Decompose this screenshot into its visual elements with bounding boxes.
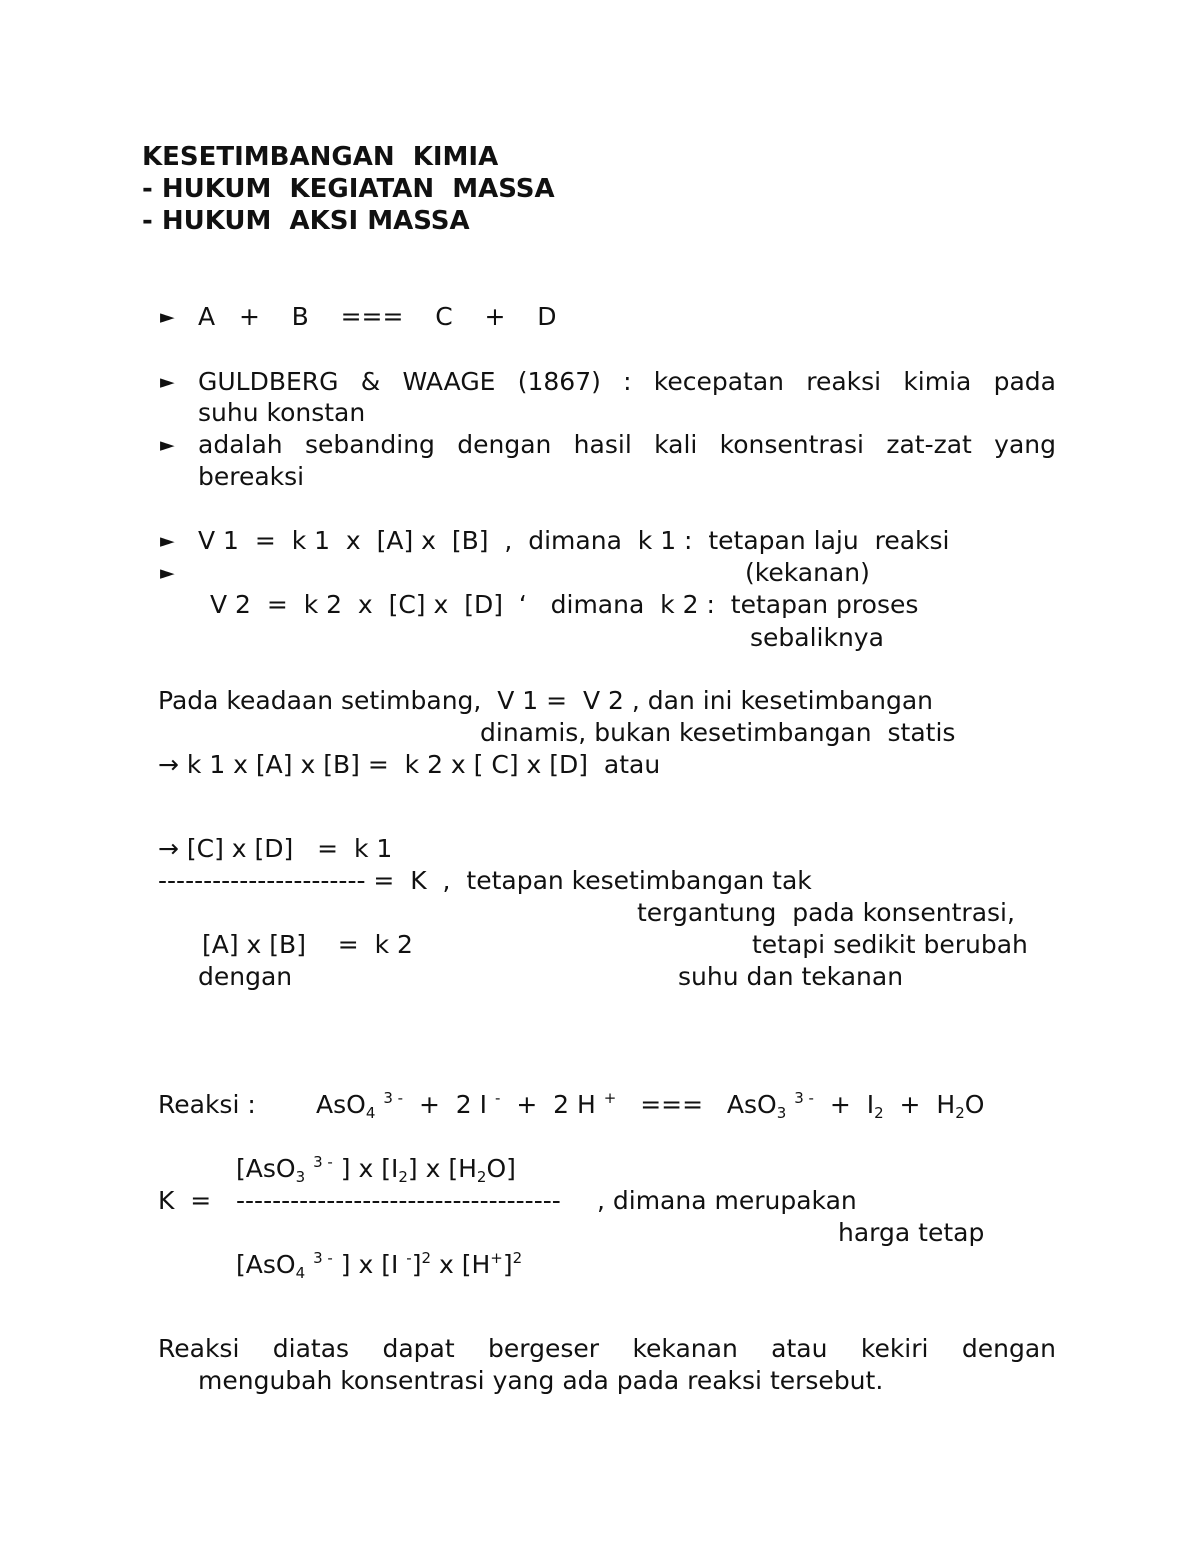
proportional-line-2: bereaksi bbox=[198, 462, 305, 491]
subtitle-hukum-aksi-massa: - HUKUM AKSI MASSA bbox=[142, 206, 470, 236]
equilibrium-statement: Pada keadaan setimbang, V 1 = V 2 , dan ini kesetimbangan bbox=[158, 686, 933, 715]
k-expression-numerator: [AsO$_3$ $^{3 -}$ ] x $[I_2]$ x $[H_2O]$ bbox=[236, 1153, 516, 1186]
k-expression-dashes: ------------------------------------ bbox=[236, 1186, 561, 1215]
bullet-arrow-icon: ► bbox=[160, 306, 175, 328]
k-fraction-denominator: [A] x [B] = k 2 bbox=[202, 930, 413, 959]
subtitle-hukum-kegiatan-massa: - HUKUM KEGIATAN MASSA bbox=[142, 174, 555, 204]
v1-direction: (kekanan) bbox=[745, 558, 870, 587]
reaction-label: Reaksi : bbox=[158, 1090, 256, 1119]
k-expression-note: , dimana merupakan bbox=[597, 1186, 857, 1215]
conclusion-line-1: Reaksi diatas dapat bergeser kekanan atau kekiri dengan bbox=[158, 1334, 1056, 1363]
bullet-arrow-icon: ► bbox=[160, 434, 175, 456]
k-fraction-line: ----------------------- = K , tetapan kesetimbangan tak bbox=[158, 866, 812, 895]
bullet-arrow-icon: ► bbox=[160, 530, 175, 552]
k-fraction-numerator: → [C] x [D] = k 1 bbox=[158, 834, 393, 863]
k-description-2: tergantung pada konsentrasi, bbox=[637, 898, 1015, 927]
reaction-equation: AsO$_4$ $^{3 -}$ + 2 I - + 2 H + === AsO$_3$ $^{3 -} + I_2 + H_2O$ bbox=[316, 1089, 985, 1122]
k-expression-note-2: harga tetap bbox=[838, 1218, 985, 1247]
document-title: KESETIMBANGAN KIMIA bbox=[142, 142, 499, 172]
v1-line: V 1 = k 1 x [A] x [B] , dimana k 1 : tetapan laju reaksi bbox=[198, 526, 950, 555]
k-description-4b: suhu dan tekanan bbox=[678, 962, 904, 991]
guldberg-waage-line-2: suhu konstan bbox=[198, 398, 366, 427]
k-description-4a: dengan bbox=[198, 962, 293, 991]
rate-equality: → k 1 x [A] x [B] = k 2 x [ C] x [D] atau bbox=[158, 750, 661, 779]
bullet-arrow-icon: ► bbox=[160, 371, 175, 393]
k-expression-denominator: [AsO$_4$ $^{3 -}$ ] x [I -]$^2$ x $[H^+]^2$ bbox=[236, 1249, 523, 1282]
conclusion-line-2: mengubah konsentrasi yang ada pada reaksi tersebut. bbox=[198, 1366, 884, 1395]
guldberg-waage-line: GULDBERG & WAAGE (1867) : kecepatan reaksi kimia pada bbox=[198, 367, 1056, 396]
v2-direction: sebaliknya bbox=[750, 623, 884, 652]
v2-line: V 2 = k 2 x [C] x [D] ‘ dimana k 2 : tetapan proses bbox=[210, 590, 919, 619]
proportional-line: adalah sebanding dengan hasil kali konsentrasi zat-zat yang bbox=[198, 430, 1056, 459]
bullet-arrow-icon: ► bbox=[160, 562, 175, 584]
equilibrium-statement-2: dinamis, bukan kesetimbangan statis bbox=[480, 718, 956, 747]
k-description-3: tetapi sedikit berubah bbox=[752, 930, 1028, 959]
reaction-general: A + B === C + D bbox=[198, 302, 557, 331]
k-expression-label: K = bbox=[158, 1186, 212, 1215]
